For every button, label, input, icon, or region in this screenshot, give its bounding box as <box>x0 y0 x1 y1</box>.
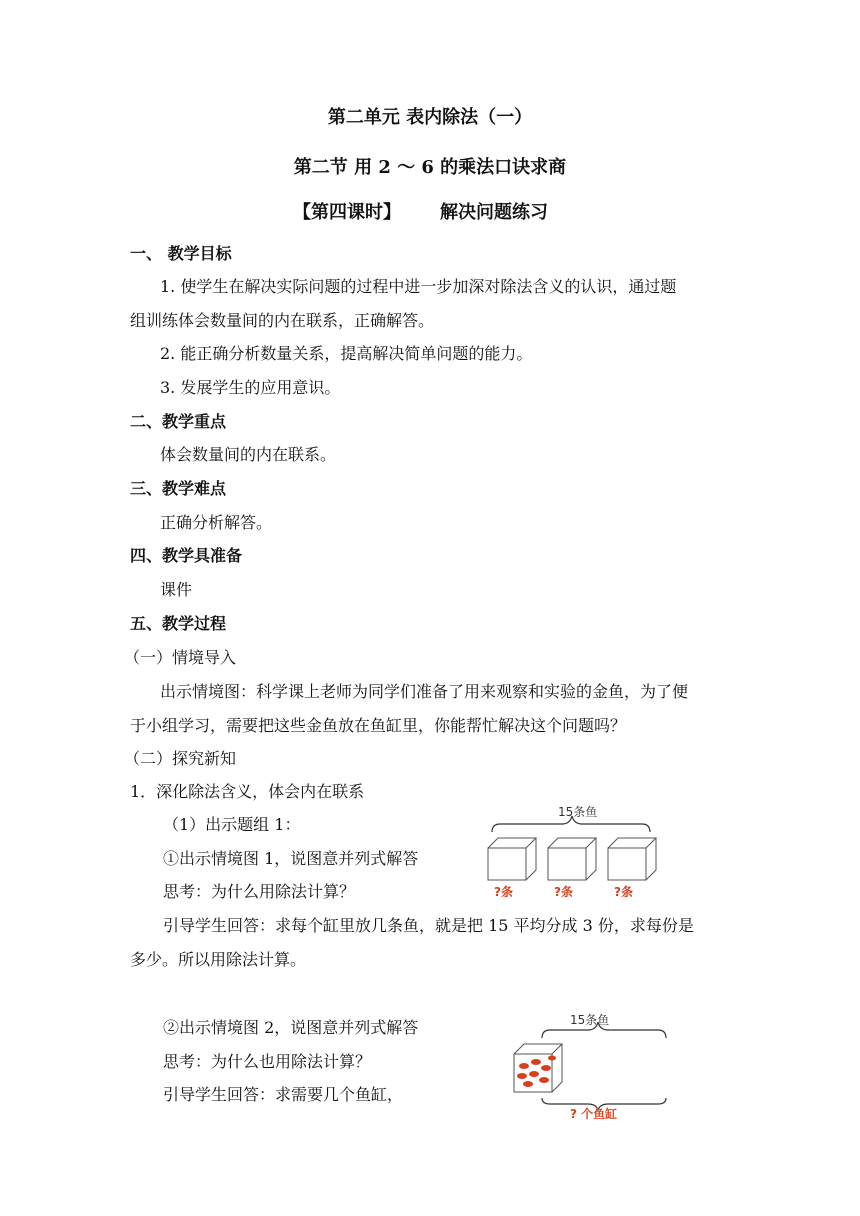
fish-tank-2 <box>548 838 596 880</box>
figure-2-tank-with-fish <box>508 1008 678 1120</box>
objective-1b: 组训练体会数量间的内在联系，正确解答。 <box>130 311 435 330</box>
scene-2-text: ②出示情境图 2，说图意并列式解答 <box>163 1018 419 1037</box>
step-1-heading: （一）情境导入 <box>124 648 237 667</box>
materials-text: 课件 <box>160 580 193 599</box>
subsection-1: 1．深化除法含义，体会内在联系 <box>130 782 365 801</box>
objective-1a: 1. 使学生在解决实际问题的过程中进一步加深对除法含义的认识，通过题 <box>160 277 677 296</box>
tank-3-label: ?条 <box>614 885 633 899</box>
answer-1a: 引导学生回答：求每个缸里放几条鱼，就是把 15 平均分成 3 份，求每份是 <box>163 916 694 935</box>
heading-difficulty: 三、教学难点 <box>130 479 227 498</box>
answer-2a: 引导学生回答：求需要几个鱼缸， <box>163 1085 404 1104</box>
unit-title: 第二单元 表内除法（一） <box>327 107 533 128</box>
group-1-label: （1）出示题组 1： <box>163 815 301 834</box>
heading-key-point: 二、教学重点 <box>130 412 227 431</box>
figure-2-bottom-label: ? 个鱼缸 <box>570 1107 618 1120</box>
objective-2: 2. 能正确分析数量关系，提高解决简单问题的能力。 <box>160 344 533 363</box>
tank-2-label: ?条 <box>554 885 573 899</box>
figure-1-three-tanks <box>480 800 665 900</box>
fish-tank-1 <box>488 838 536 880</box>
step-2-heading: （二）探究新知 <box>124 749 237 768</box>
fish-tank-3 <box>608 838 656 880</box>
think-1-text: 思考：为什么用除法计算？ <box>163 882 356 901</box>
brace-top <box>492 816 650 832</box>
key-point-text: 体会数量间的内在联系。 <box>160 445 337 464</box>
lesson-title: 解决问题练习 <box>440 202 548 223</box>
figure-2-label: 15条鱼 <box>570 1013 610 1027</box>
objective-3: 3. 发展学生的应用意识。 <box>160 378 341 397</box>
think-2-text: 思考：为什么也用除法计算？ <box>163 1052 372 1071</box>
lesson-tag: 【第四课时】 <box>293 202 401 223</box>
answer-1b: 多少。所以用除法计算。 <box>130 950 307 969</box>
heading-process: 五、教学过程 <box>130 614 227 633</box>
section-title: 第二节 用 2 ～ 6 的乘法口诀求商 <box>293 157 567 178</box>
goldfish-icon <box>517 1056 556 1088</box>
scene-1-text: ①出示情境图 1，说图意并列式解答 <box>163 849 419 868</box>
step-1-text-b: 于小组学习，需要把这些金鱼放在鱼缸里，你能帮忙解决这个问题吗？ <box>130 716 627 735</box>
difficulty-text: 正确分析解答。 <box>160 513 273 532</box>
heading-objectives: 一、 教学目标 <box>130 244 232 263</box>
figure-1-label: 15条鱼 <box>558 805 598 819</box>
heading-materials: 四、教学具准备 <box>130 546 243 565</box>
tank-1-label: ?条 <box>494 885 513 899</box>
step-1-text-a: 出示情境图：科学课上老师为同学们准备了用来观察和实验的金鱼，为了便 <box>160 682 689 701</box>
